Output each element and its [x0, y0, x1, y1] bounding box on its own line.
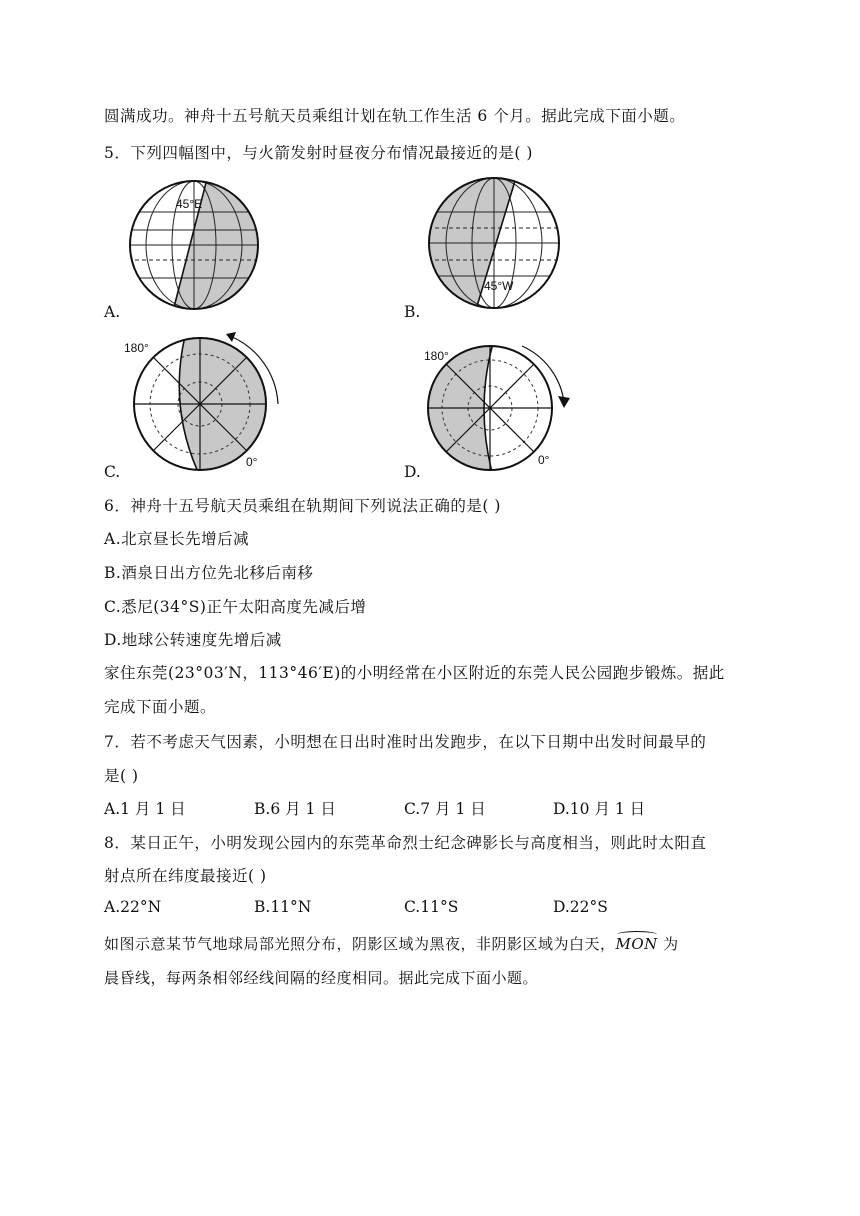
- question-5-stem: 5．下列四幅图中，与火箭发射时昼夜分布情况最接近的是( ): [104, 144, 533, 162]
- passage-intro-tail: 圆满成功。神舟十五号航天员乘组计划在轨工作生活 6 个月。据此完成下面小题。: [104, 107, 686, 125]
- question-6-option-a: A.北京昼长先增后减: [104, 530, 250, 548]
- figure-c-label: C.: [104, 463, 121, 481]
- figure-c-top-label: 180°: [124, 341, 149, 355]
- figure-d-polar-view: [418, 340, 578, 472]
- question-6-option-c: C.悉尼(34°S)正午太阳高度先减后增: [104, 598, 367, 616]
- question-8-option-d: D.22°S: [553, 898, 608, 916]
- question-7-option-c: C.7 月 1 日: [404, 800, 486, 818]
- question-6-option-b: B.酒泉日出方位先北移后南移: [104, 564, 314, 582]
- figure-d-top-label: 180°: [424, 349, 449, 363]
- figure-b-meridian-label: 45°W: [484, 279, 514, 293]
- question-8-option-b: B.11°N: [254, 898, 312, 916]
- question-8-stem-line-2: 射点所在纬度最接近( ): [104, 867, 267, 885]
- passage-3-line-1-text: 如图示意某节气地球局部光照分布，阴影区域为黑夜，非阴影区域为白天，: [104, 935, 616, 953]
- passage-3-line-1-tail: 为: [657, 935, 679, 953]
- question-7-option-b: B.6 月 1 日: [254, 800, 336, 818]
- figure-b-label: B.: [404, 303, 421, 321]
- question-8-stem-line-1: 8．某日正午，小明发现公园内的东莞革命烈士纪念碑影长与高度相当，则此时太阳直: [104, 834, 707, 852]
- question-7-stem-line-1: 7．若不考虑天气因素，小明想在日出时准时出发跑步，在以下日期中出发时间最早的: [104, 733, 707, 751]
- question-8-option-a: A.22°N: [104, 898, 162, 916]
- question-7-option-a: A.1 月 1 日: [104, 800, 186, 818]
- figure-c-bottom-label: 0°: [246, 455, 258, 469]
- figure-a-globe: [128, 180, 260, 310]
- figure-d-bottom-label: 0°: [538, 453, 550, 467]
- figure-b-globe: [428, 176, 560, 310]
- question-7-option-d: D.10 月 1 日: [553, 800, 646, 818]
- figure-a-meridian-label: 45°E: [176, 197, 203, 211]
- figure-d-label: D.: [404, 463, 421, 481]
- passage-3-line-2: 晨昏线，每两条相邻经线间隔的经度相同。据此完成下面小题。: [104, 969, 539, 987]
- passage-2-line-2: 完成下面小题。: [104, 698, 217, 716]
- passage-3-line-1: [104, 933, 679, 954]
- figure-a-label: A.: [104, 303, 121, 321]
- question-8-option-c: C.11°S: [404, 898, 459, 916]
- arc-mon-symbol: MON: [615, 935, 658, 953]
- passage-2-line-1: 家住东莞(23°03′N，113°46′E)的小明经常在小区附近的东莞人民公园跑步锻炼。据此: [104, 664, 725, 682]
- question-6-option-d: D.地球公转速度先增后减: [104, 631, 282, 649]
- question-6-stem: 6．神舟十五号航天员乘组在轨期间下列说法正确的是( ): [104, 497, 501, 515]
- question-7-stem-line-2: 是( ): [104, 767, 139, 785]
- figure-c-polar-view: [118, 332, 288, 472]
